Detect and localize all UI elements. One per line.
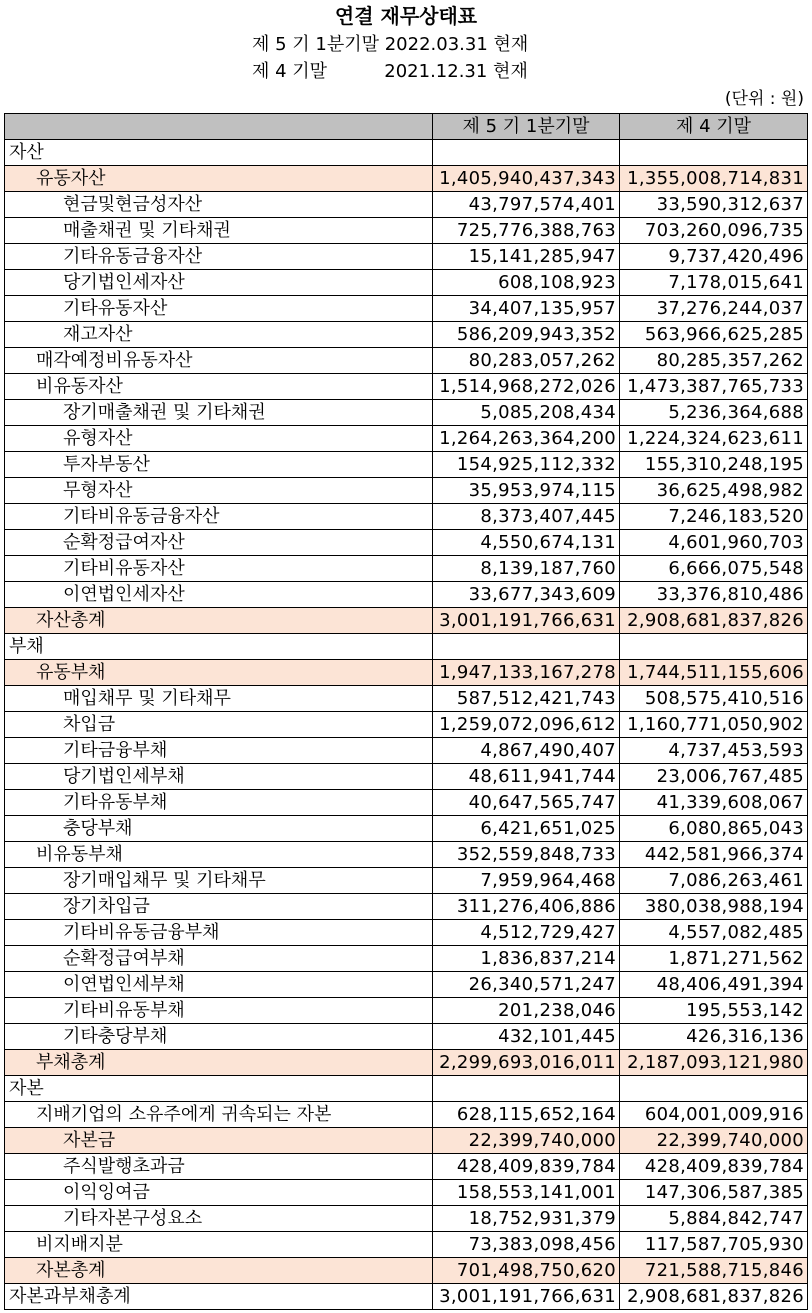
current-period-value: 1,947,133,167,278: [433, 660, 620, 686]
table-row: [5, 426, 808, 452]
table-row: [5, 166, 808, 192]
table-header-row: [5, 114, 808, 140]
account-label: 기타비유동부채: [5, 998, 433, 1024]
table-row: [5, 1102, 808, 1128]
current-period-caption: 제 5 기 1분기말 2022.03.31 현재: [252, 34, 529, 55]
account-label: 기타충당부채: [5, 1024, 433, 1050]
account-label: 차입금: [5, 712, 433, 738]
table-row: [5, 790, 808, 816]
table-row: [5, 608, 808, 634]
current-period-value: 43,797,574,401: [433, 192, 620, 218]
prior-period-value: 155,310,248,195: [620, 452, 808, 478]
prior-period-value: 37,276,244,037: [620, 296, 808, 322]
account-label: 기타비유동자산: [5, 556, 433, 582]
prior-period-value: 380,038,988,194: [620, 894, 808, 920]
header-current-period: 제 5 기 1분기말: [433, 114, 620, 140]
table-row: [5, 452, 808, 478]
prior-period-value: 147,306,587,385: [620, 1180, 808, 1206]
account-label: 부채총계: [5, 1050, 433, 1076]
current-period-value: 26,340,571,247: [433, 972, 620, 998]
current-period-value: [433, 1076, 620, 1102]
table-row: [5, 1154, 808, 1180]
account-label: 충당부채: [5, 816, 433, 842]
account-label: 기타비유동금융부채: [5, 920, 433, 946]
table-row: [5, 712, 808, 738]
current-period-value: 22,399,740,000: [433, 1128, 620, 1154]
current-period-value: 701,498,750,620: [433, 1258, 620, 1284]
prior-period-value: 604,001,009,916: [620, 1102, 808, 1128]
table-row: [5, 270, 808, 296]
current-period-value: 201,238,046: [433, 998, 620, 1024]
account-label: 유동부채: [5, 660, 433, 686]
account-label: 기타비유동금융자산: [5, 504, 433, 530]
account-label: 투자부동산: [5, 452, 433, 478]
header-account: [5, 114, 433, 140]
table-row: [5, 842, 808, 868]
current-period-value: 8,373,407,445: [433, 504, 620, 530]
balance-sheet-table: [4, 113, 808, 1310]
prior-period-value: 426,316,136: [620, 1024, 808, 1050]
table-row: [5, 244, 808, 270]
account-label: 자본과부채총계: [5, 1284, 433, 1310]
prior-period-value: 4,737,453,593: [620, 738, 808, 764]
table-row: [5, 1284, 808, 1310]
account-label: 현금및현금성자산: [5, 192, 433, 218]
prior-period-value: 7,178,015,641: [620, 270, 808, 296]
account-label: 기타유동금융자산: [5, 244, 433, 270]
prior-period-value: 1,744,511,155,606: [620, 660, 808, 686]
account-label: 기타유동자산: [5, 296, 433, 322]
current-period-value: 2,299,693,016,011: [433, 1050, 620, 1076]
prior-period-value: 4,557,082,485: [620, 920, 808, 946]
current-period-value: 8,139,187,760: [433, 556, 620, 582]
account-label: 매출채권 및 기타채권: [5, 218, 433, 244]
current-period-value: 628,115,652,164: [433, 1102, 620, 1128]
account-label: 장기매출채권 및 기타채권: [5, 400, 433, 426]
table-row: [5, 1050, 808, 1076]
current-period-value: 586,209,943,352: [433, 322, 620, 348]
prior-period-value: 117,587,705,930: [620, 1232, 808, 1258]
prior-period-value: 5,236,364,688: [620, 400, 808, 426]
prior-period-value: 36,625,498,982: [620, 478, 808, 504]
prior-period-value: 33,376,810,486: [620, 582, 808, 608]
account-label: 매입채무 및 기타채무: [5, 686, 433, 712]
account-label: 순확정급여부채: [5, 946, 433, 972]
prior-period-value: 80,285,357,262: [620, 348, 808, 374]
account-label: 비지배지분: [5, 1232, 433, 1258]
account-label: 기타금융부채: [5, 738, 433, 764]
account-label: 당기법인세부채: [5, 764, 433, 790]
prior-period-value: 442,581,966,374: [620, 842, 808, 868]
table-row: [5, 218, 808, 244]
table-row: [5, 192, 808, 218]
table-row: [5, 556, 808, 582]
table-row: [5, 946, 808, 972]
prior-period-value: [620, 140, 808, 166]
prior-period-value: 563,966,625,285: [620, 322, 808, 348]
current-period-value: 5,085,208,434: [433, 400, 620, 426]
current-period-value: 352,559,848,733: [433, 842, 620, 868]
prior-period-value: 2,908,681,837,826: [620, 608, 808, 634]
account-label: 부채: [5, 634, 433, 660]
prior-period-value: 195,553,142: [620, 998, 808, 1024]
account-label: 이익잉여금: [5, 1180, 433, 1206]
unit-label: (단위 : 원): [724, 89, 804, 109]
current-period-value: 158,553,141,001: [433, 1180, 620, 1206]
current-period-value: 18,752,931,379: [433, 1206, 620, 1232]
current-period-value: 311,276,406,886: [433, 894, 620, 920]
table-row: [5, 1180, 808, 1206]
table-row: [5, 478, 808, 504]
table-row: [5, 998, 808, 1024]
prior-period-value: 2,187,093,121,980: [620, 1050, 808, 1076]
current-period-value: 7,959,964,468: [433, 868, 620, 894]
prior-period-value: 1,871,271,562: [620, 946, 808, 972]
current-period-value: 34,407,135,957: [433, 296, 620, 322]
current-period-value: 1,836,837,214: [433, 946, 620, 972]
table-row: [5, 400, 808, 426]
account-label: 이연법인세자산: [5, 582, 433, 608]
account-label: 자산: [5, 140, 433, 166]
account-label: 유형자산: [5, 426, 433, 452]
account-label: 비유동자산: [5, 374, 433, 400]
prior-period-value: 2,908,681,837,826: [620, 1284, 808, 1310]
prior-period-value: [620, 634, 808, 660]
table-row: [5, 738, 808, 764]
current-period-value: 1,259,072,096,612: [433, 712, 620, 738]
prior-period-value: 6,080,865,043: [620, 816, 808, 842]
prior-period-value: 41,339,608,067: [620, 790, 808, 816]
account-label: 주식발행초과금: [5, 1154, 433, 1180]
prior-period-value: 22,399,740,000: [620, 1128, 808, 1154]
table-body: [5, 140, 808, 1310]
prior-period-value: 33,590,312,637: [620, 192, 808, 218]
prior-period-value: 428,409,839,784: [620, 1154, 808, 1180]
table-row: [5, 686, 808, 712]
prior-period-value: 1,473,387,765,733: [620, 374, 808, 400]
current-period-value: 40,647,565,747: [433, 790, 620, 816]
current-period-value: 428,409,839,784: [433, 1154, 620, 1180]
current-period-value: 3,001,191,766,631: [433, 608, 620, 634]
table-row: [5, 348, 808, 374]
account-label: 자본: [5, 1076, 433, 1102]
account-label: 유동자산: [5, 166, 433, 192]
prior-period-value: 721,588,715,846: [620, 1258, 808, 1284]
account-label: 비유동부채: [5, 842, 433, 868]
current-period-value: 1,264,263,364,200: [433, 426, 620, 452]
prior-period-value: 48,406,491,394: [620, 972, 808, 998]
table-row: [5, 920, 808, 946]
prior-period-value: 7,246,183,520: [620, 504, 808, 530]
current-period-value: 4,512,729,427: [433, 920, 620, 946]
prior-period-value: 1,224,324,623,611: [620, 426, 808, 452]
account-label: 기타자본구성요소: [5, 1206, 433, 1232]
current-period-value: 432,101,445: [433, 1024, 620, 1050]
prior-period-value: 703,260,096,735: [620, 218, 808, 244]
current-period-value: 15,141,285,947: [433, 244, 620, 270]
table-row: [5, 764, 808, 790]
table-row: [5, 816, 808, 842]
current-period-value: 33,677,343,609: [433, 582, 620, 608]
prior-period-value: 6,666,075,548: [620, 556, 808, 582]
table-row: [5, 582, 808, 608]
table-row: [5, 296, 808, 322]
table-row: [5, 1024, 808, 1050]
prior-period-value: 1,160,771,050,902: [620, 712, 808, 738]
account-label: 이연법인세부채: [5, 972, 433, 998]
account-label: 자본금: [5, 1128, 433, 1154]
account-label: 장기매입채무 및 기타채무: [5, 868, 433, 894]
current-period-value: 48,611,941,744: [433, 764, 620, 790]
account-label: 매각예정비유동자산: [5, 348, 433, 374]
table-row: [5, 530, 808, 556]
table-row: [5, 322, 808, 348]
account-label: 자본총계: [5, 1258, 433, 1284]
table-row: [5, 140, 808, 166]
prior-period-value: 7,086,263,461: [620, 868, 808, 894]
table-row: [5, 1206, 808, 1232]
current-period-value: 4,867,490,407: [433, 738, 620, 764]
table-row: [5, 634, 808, 660]
prior-period-value: 23,006,767,485: [620, 764, 808, 790]
current-period-value: 1,405,940,437,343: [433, 166, 620, 192]
table-row: [5, 374, 808, 400]
current-period-value: 154,925,112,332: [433, 452, 620, 478]
current-period-value: 4,550,674,131: [433, 530, 620, 556]
account-label: 기타유동부채: [5, 790, 433, 816]
table-row: [5, 1076, 808, 1102]
table-row: [5, 660, 808, 686]
current-period-value: 73,383,098,456: [433, 1232, 620, 1258]
statement-title: 연결 재무상태표: [334, 4, 478, 28]
current-period-value: 725,776,388,763: [433, 218, 620, 244]
current-period-value: [433, 140, 620, 166]
prior-period-value: 9,737,420,496: [620, 244, 808, 270]
current-period-value: 35,953,974,115: [433, 478, 620, 504]
table-row: [5, 1258, 808, 1284]
account-label: 자산총계: [5, 608, 433, 634]
prior-period-value: [620, 1076, 808, 1102]
table-row: [5, 868, 808, 894]
current-period-value: 608,108,923: [433, 270, 620, 296]
current-period-value: [433, 634, 620, 660]
account-label: 재고자산: [5, 322, 433, 348]
current-period-value: 3,001,191,766,631: [433, 1284, 620, 1310]
header-prior-period: 제 4 기말: [620, 114, 808, 140]
prior-period-value: 4,601,960,703: [620, 530, 808, 556]
account-label: 장기차입금: [5, 894, 433, 920]
table-row: [5, 894, 808, 920]
current-period-value: 6,421,651,025: [433, 816, 620, 842]
account-label: 무형자산: [5, 478, 433, 504]
prior-period-value: 508,575,410,516: [620, 686, 808, 712]
table-row: [5, 504, 808, 530]
table-row: [5, 1232, 808, 1258]
account-label: 지배기업의 소유주에게 귀속되는 자본: [5, 1102, 433, 1128]
prior-period-value: 1,355,008,714,831: [620, 166, 808, 192]
prior-period-value: 5,884,842,747: [620, 1206, 808, 1232]
current-period-value: 80,283,057,262: [433, 348, 620, 374]
account-label: 순확정급여자산: [5, 530, 433, 556]
account-label: 당기법인세자산: [5, 270, 433, 296]
prior-period-caption: 제 4 기말 2021.12.31 현재: [252, 61, 528, 82]
current-period-value: 1,514,968,272,026: [433, 374, 620, 400]
current-period-value: 587,512,421,743: [433, 686, 620, 712]
table-row: [5, 1128, 808, 1154]
table-row: [5, 972, 808, 998]
